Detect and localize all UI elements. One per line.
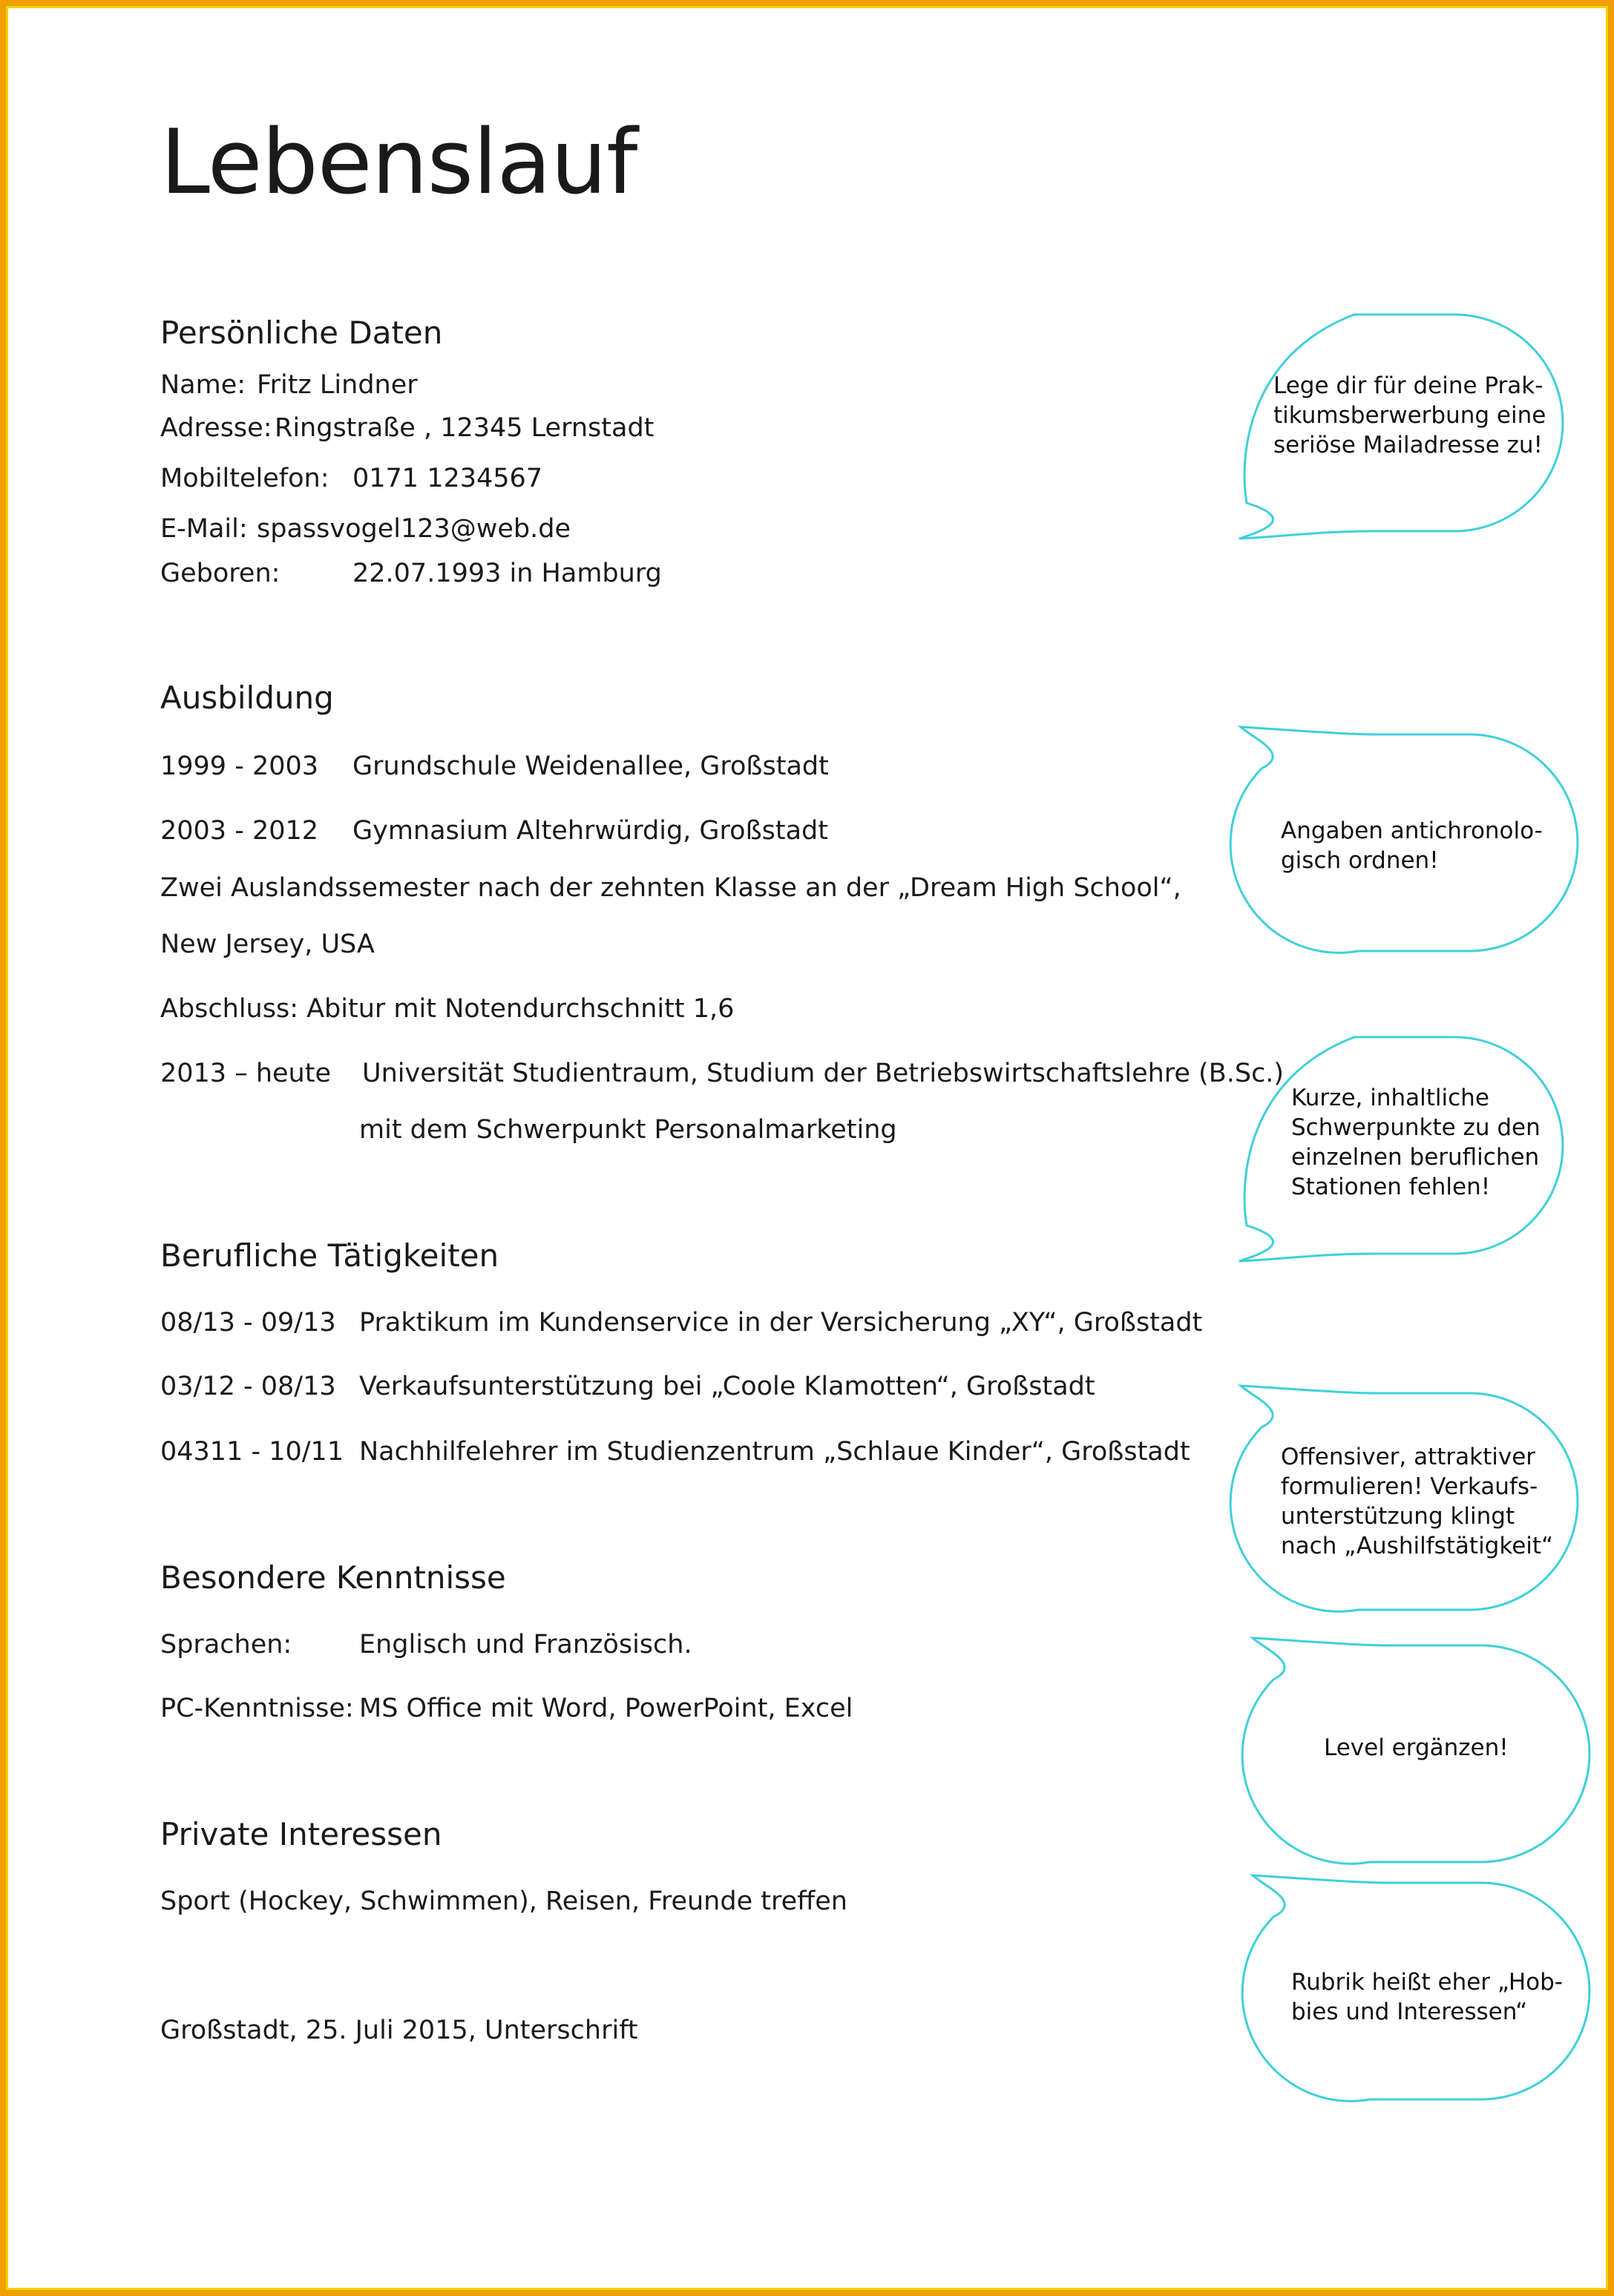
pc-skills-value: MS Office mit Word, PowerPoint, Excel — [359, 1694, 853, 1723]
bubble-6-line-1: Rubrik heißt eher „Hob- — [1291, 1969, 1563, 1996]
education-text-3-line-1: Universität Studientraum, Studium der Betriebswirtschaftslehre (B.Sc.) — [362, 1059, 1285, 1088]
bubble-1-text — [1273, 371, 1546, 460]
born-value: 22.07.1993 in Hamburg — [352, 559, 662, 588]
job-date-1: 08/13 - 09/13 — [160, 1308, 336, 1338]
bubble-3-line-3: einzelnen beruflichen — [1291, 1144, 1540, 1171]
bubble-3-line-2: Schwerpunkte zu den — [1291, 1114, 1541, 1141]
born-label: Geboren: — [160, 559, 281, 588]
job-date-3: 04311 - 10/11 — [160, 1437, 344, 1467]
job-text-3: Nachhilfelehrer im Studienzentrum „Schlaue Kinder“, Großstadt — [359, 1437, 1190, 1467]
section-heading-education: Ausbildung — [160, 680, 334, 716]
education-date-2: 2003 - 2012 — [160, 816, 319, 846]
bubble-5-text — [1324, 1733, 1509, 1763]
job-text-2: Verkaufsunterstützung bei „Coole Klamotten“, Großstadt — [359, 1372, 1095, 1401]
address-label: Adresse: — [160, 413, 272, 443]
mobile-label: Mobiltelefon: — [160, 464, 329, 493]
bubble-2-line-2: gisch ordnen! — [1281, 847, 1439, 874]
bubble-3-text — [1291, 1083, 1541, 1202]
abroad-line-1: Zwei Auslandssemester nach der zehnten Klasse an der „Dream High School“, — [160, 873, 1181, 903]
bubble-4-text — [1281, 1442, 1553, 1561]
job-text-1: Praktikum im Kundenservice in der Versicherung „XY“, Großstadt — [359, 1308, 1203, 1338]
languages-value: Englisch und Französisch. — [359, 1630, 692, 1659]
bubble-3-line-4: Stationen fehlen! — [1291, 1174, 1491, 1200]
bubble-2-text — [1281, 816, 1543, 875]
bubble-4-line-1: Offensiver, attraktiver — [1281, 1444, 1536, 1470]
pc-skills-label: PC-Kenntnisse: — [160, 1694, 354, 1723]
signature-line: Großstadt, 25. Juli 2015, Unterschrift — [160, 2016, 638, 2045]
languages-label: Sprachen: — [160, 1630, 292, 1659]
name-label: Name: — [160, 370, 246, 400]
bubble-1-line-2: tikumsberwerbung eine — [1273, 402, 1546, 429]
abroad-line-2: New Jersey, USA — [160, 930, 375, 959]
bubble-5-line-1: Level ergänzen! — [1324, 1734, 1509, 1761]
email-label: E-Mail: — [160, 514, 248, 544]
address-value: Ringstraße , 12345 Lernstadt — [275, 413, 655, 443]
bubble-6-text — [1291, 1967, 1563, 2027]
section-heading-interests: Private Interessen — [160, 1816, 442, 1852]
page-title: Lebenslauf — [160, 111, 637, 214]
interests-text: Sport (Hockey, Schwimmen), Reisen, Freunde treffen — [160, 1887, 847, 1916]
bubble-4-line-2: formulieren! Verkaufs- — [1281, 1473, 1538, 1500]
section-heading-personal: Persönliche Daten — [160, 315, 443, 351]
name-value: Fritz Lindner — [257, 370, 418, 400]
section-heading-skills: Besondere Kenntnisse — [160, 1559, 506, 1596]
bubble-4-line-4: nach „Aushilfstätigkeit“ — [1281, 1533, 1554, 1559]
education-text-3-line-2: mit dem Schwerpunkt Personalmarketing — [359, 1115, 897, 1145]
education-text-1: Grundschule Weidenallee, Großstadt — [352, 751, 829, 781]
mobile-value: 0171 1234567 — [352, 464, 543, 493]
section-heading-jobs: Berufliche Tätigkeiten — [160, 1237, 499, 1274]
bubble-3-line-1: Kurze, inhaltliche — [1291, 1085, 1489, 1111]
education-date-1: 1999 - 2003 — [160, 751, 319, 781]
education-text-2: Gymnasium Altehrwürdig, Großstadt — [352, 816, 828, 846]
bubble-1-line-1: Lege dir für deine Prak- — [1273, 372, 1544, 399]
degree-line: Abschluss: Abitur mit Notendurchschnitt 1,6 — [160, 994, 735, 1024]
email-value: spassvogel123@web.de — [257, 514, 571, 544]
bubble-2-line-1: Angaben antichronolo- — [1281, 818, 1543, 844]
bubble-1-line-3: seriöse Mailadresse zu! — [1273, 432, 1543, 458]
job-date-2: 03/12 - 08/13 — [160, 1372, 336, 1401]
bubble-4-line-3: unterstützung klingt — [1281, 1503, 1515, 1530]
bubble-6-line-2: bies und Interessen“ — [1291, 1999, 1528, 2025]
education-date-3: 2013 – heute — [160, 1059, 331, 1088]
